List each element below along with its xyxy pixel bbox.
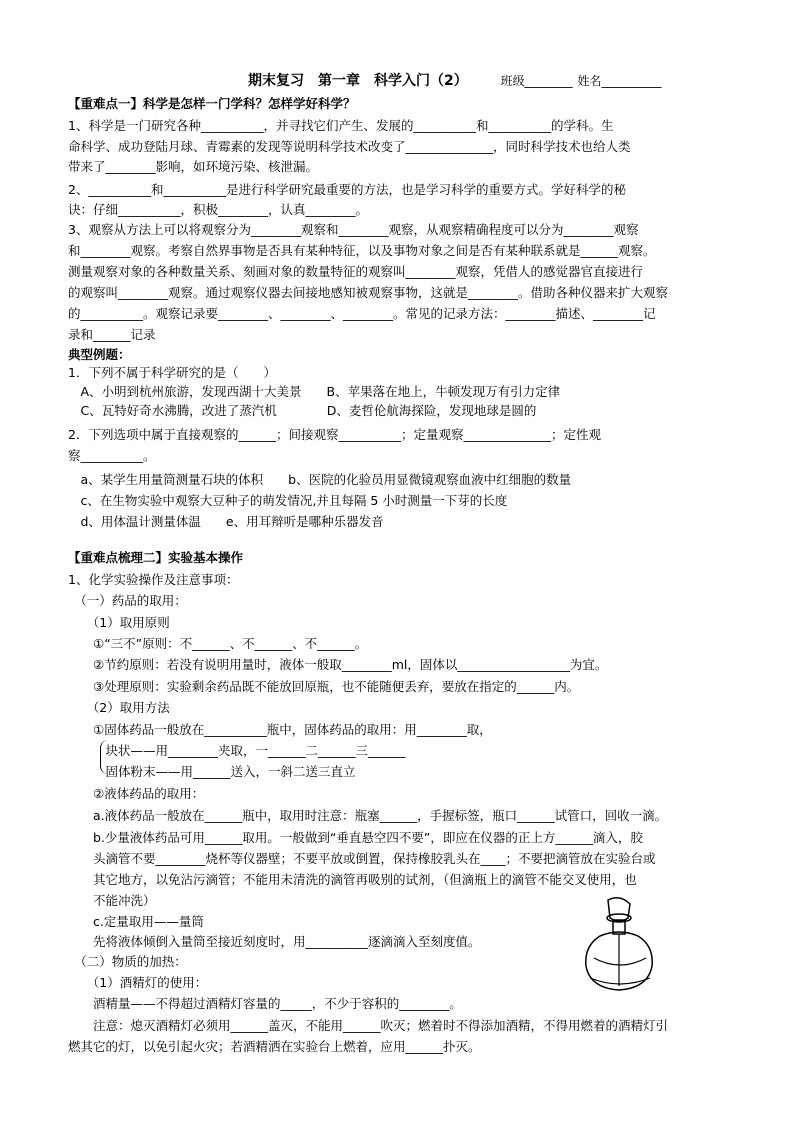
text-line: 录和______记录 (68, 327, 156, 342)
text-line: 命科学、成功登陆月球、青霉素的发现等说明科学技术改变了______________，同时科学技术也给人类 (68, 139, 631, 154)
text-line: 的__________。观察记录要________、________、________。常见的记录方法：________描述、________记 (68, 306, 656, 321)
page-title (248, 70, 662, 90)
text-line: 典型例题： (68, 347, 131, 362)
brace-mark (100, 740, 109, 774)
text-line: 诀：仔细__________，积极________，认真________。 (68, 202, 369, 217)
text-line: 和________观察。考察自然界事物是否具有某种特征，以及事物对象之间是否有某种联系就是______观察。 (68, 243, 656, 258)
text-line: 3、观察从方法上可以将观察分为________观察和________观察，从观察精确程度可以分为________观察 (68, 222, 639, 237)
text-line: 不能冲洗） (68, 893, 156, 908)
text-line: a、某学生用量筒测量石块的体积 b、医院的化验员用显微镜观察血液中红细胞的数量 (68, 472, 572, 487)
name-label: 姓名__________ (577, 74, 662, 88)
text-line: （二）物质的加热： (68, 954, 187, 969)
text-line: d、用体温计测量体温 e、用耳辩听是哪种乐器发音 (68, 514, 384, 529)
text-line: 察__________。 (68, 448, 156, 463)
text-line: b.少量液体药品可用______取用。一般做到“垂直悬空四不要”，即应在仪器的正上方______滴入，胶 (68, 830, 643, 845)
text-line: c.定量取用——量筒 (68, 914, 204, 929)
text-line: 1．下列不属于科学研究的是（ ） (68, 365, 276, 380)
text-line: 注意：熄灭酒精灯必须用______盖灭，不能用______吹灭；燃着时不得添加酒精，不得用燃着的酒精灯引 (68, 1018, 669, 1033)
text-line: ②液体药品的取用： (68, 786, 205, 801)
text-line: （2）取用方法 (68, 700, 170, 715)
text-line: 块状——用________夹取，一______二______三______ (68, 743, 406, 758)
text-line: 1、化学实验操作及注意事项： (68, 572, 239, 587)
text-line: 固体粉末——用______送入，一斜二送三直立 (68, 764, 356, 779)
text-line: c、在生物实验中观察大豆种子的萌发情况,并且每隔 5 小时测量一下芽的长度 (68, 493, 508, 508)
text-line: 酒精量——不得超过酒精灯容量的_____，不少于容积的________。 (68, 996, 462, 1011)
text-line: 1、科学是一门研究各种__________，并寻找它们产生、发展的__________和__________的学科。生 (68, 118, 614, 133)
text-line: ③处理原则：实验剩余药品既不能放回原瓶，也不能随便丢弃，要放在指定的______内。 (68, 679, 580, 694)
title-text: 期末复习 第一章 科学入门（2） (248, 73, 468, 89)
text-line: 的观察叫________观察。通过观察仪器去间接地感知被观察事物，这就是________。借助各种仪器来扩大观察 (68, 285, 669, 300)
text-line: 先将液体倾倒入量筒至接近刻度时，用__________逐滴滴入至刻度值。 (68, 934, 481, 949)
class-label: 班级________ (500, 74, 573, 88)
text-line: 燃其它的灯，以免引起火灾；若酒精洒在实验台上燃着，应用______扑灭。 (68, 1039, 481, 1054)
text-line: 2、__________和__________是进行科学研究最重要的方法，也是学习科学的重要方式。学好科学的秘 (68, 182, 626, 197)
text-line: ①固体药品一般放在__________瓶中，固体药品的取用：用________取， (68, 722, 492, 737)
text-line: ①“三不”原则：不______、不______、不______。 (68, 636, 368, 651)
text-line: 头滴管不要________烧杯等仪器壁；不要平放或倒置，保持橡胶乳头在____；不要把滴管放在实验台或 (68, 851, 656, 866)
text-line: 【重难点一】科学是怎样一门学科？怎样学好科学？ (68, 96, 356, 111)
text-line: a.液体药品一般放在______瓶中，取用时注意：瓶塞______，手握标签，瓶口______试管口，回收一滴。 (68, 808, 668, 823)
text-line: 带来了________影响，如环境污染、核泄漏。 (68, 159, 319, 174)
text-line: （1）取用原则 (68, 615, 170, 630)
text-line: （1）酒精灯的使用： (68, 975, 208, 990)
text-line: 【重难点梳理二】实验基本操作 (68, 550, 244, 565)
text-line: 2．下列选项中属于直接观察的______；间接观察__________；定量观察______________；定性观 (68, 427, 601, 442)
alcohol-lamp-illustration (582, 896, 658, 996)
text-line: 测量观察对象的各种数量关系、刻画对象的数量特征的观察叫________观察，凭借人的感觉器官直接进行 (68, 264, 644, 279)
text-line: C、瓦特好奇水沸腾，改进了蒸汽机 D、麦哲伦航海探险，发现地球是圆的 (68, 403, 537, 418)
text-line: 其它地方，以免沾污滴管；不能用未清洗的滴管再吸别的试剂，（但滴瓶上的滴管不能交叉使用，也 (68, 872, 637, 887)
text-line: A、小明到杭州旅游，发现西湖十大美景 B、苹果落在地上，牛顿发现万有引力定律 (68, 384, 561, 399)
text-line: （一）药品的取用： (68, 593, 187, 608)
text-line: ②节约原则：若没有说明用量时，液体一般取________ml，固体以__________________为宜。 (68, 657, 608, 672)
